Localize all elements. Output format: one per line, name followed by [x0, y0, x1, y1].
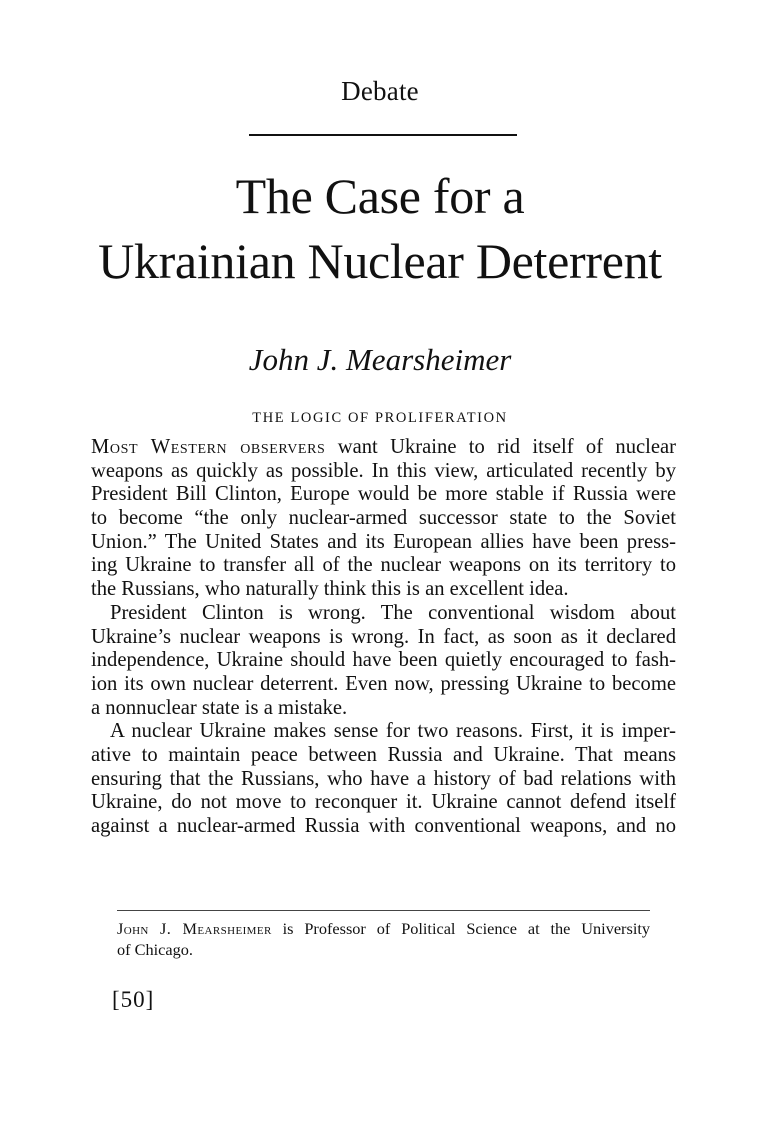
- body-line: ion its own nuclear deterrent. Even now, pressing Ukraine to become: [91, 672, 676, 695]
- body-line: to become “the only nuclear-armed successor state to the Soviet: [91, 507, 676, 530]
- author-byline: John J. Mearsheimer: [248, 342, 512, 377]
- article-body: [91, 436, 676, 839]
- body-line: Ukraine’s nuclear weapons is wrong. In fact, as soon as it declared: [91, 625, 676, 648]
- footnote-author-name: John J. Mearsheimer: [117, 919, 272, 938]
- author-footnote: [117, 918, 650, 960]
- body-line: weapons as quickly as possible. In this view, articulated recently by: [91, 459, 676, 482]
- lead-in-small-caps: Most Western observers: [91, 436, 326, 458]
- page-number: [50]: [112, 987, 155, 1012]
- body-line: President Clinton is wrong. The conventional wisdom about: [110, 601, 676, 624]
- section-label: Debate: [341, 76, 419, 106]
- body-line: Ukraine, do not move to reconquer it. Ukraine cannot defend itself: [91, 791, 676, 814]
- body-line: ative to maintain peace between Russia and Ukraine. That means: [91, 743, 676, 766]
- header-rule: [249, 134, 517, 136]
- footnote-line: John J. Mearsheimer is Professor of Political Science at the University: [117, 919, 651, 938]
- body-line: ing Ukraine to transfer all of the nuclear weapons on its territory to: [91, 554, 676, 577]
- body-line: A nuclear Ukraine makes sense for two reasons. First, it is imper-: [110, 720, 676, 743]
- body-line: independence, Ukraine should have been quietly encouraged to fash-: [91, 649, 676, 672]
- body-line: Union.” The United States and its European allies have been press-: [91, 530, 676, 553]
- article-title-line-1: The Case for a: [235, 168, 525, 224]
- body-line: the Russians, who naturally think this is an excellent idea.: [91, 578, 569, 601]
- footnote-line: of Chicago.: [117, 940, 193, 959]
- body-line: against a nuclear-armed Russia with conventional weapons, and no: [91, 815, 676, 837]
- article-title-line-2: Ukrainian Nuclear Deterrent: [98, 233, 662, 289]
- body-line: President Bill Clinton, Europe would be more stable if Russia were: [91, 483, 676, 506]
- body-line: Most Western observers want Ukraine to rid itself of nuclear: [91, 436, 677, 458]
- footnote-rule: [117, 910, 650, 911]
- body-line: ensuring that the Russians, who have a history of bad relations with: [91, 767, 676, 790]
- body-line: a nonnuclear state is a mistake.: [91, 696, 348, 719]
- section-subhead: THE LOGIC OF PROLIFERATION: [252, 410, 508, 426]
